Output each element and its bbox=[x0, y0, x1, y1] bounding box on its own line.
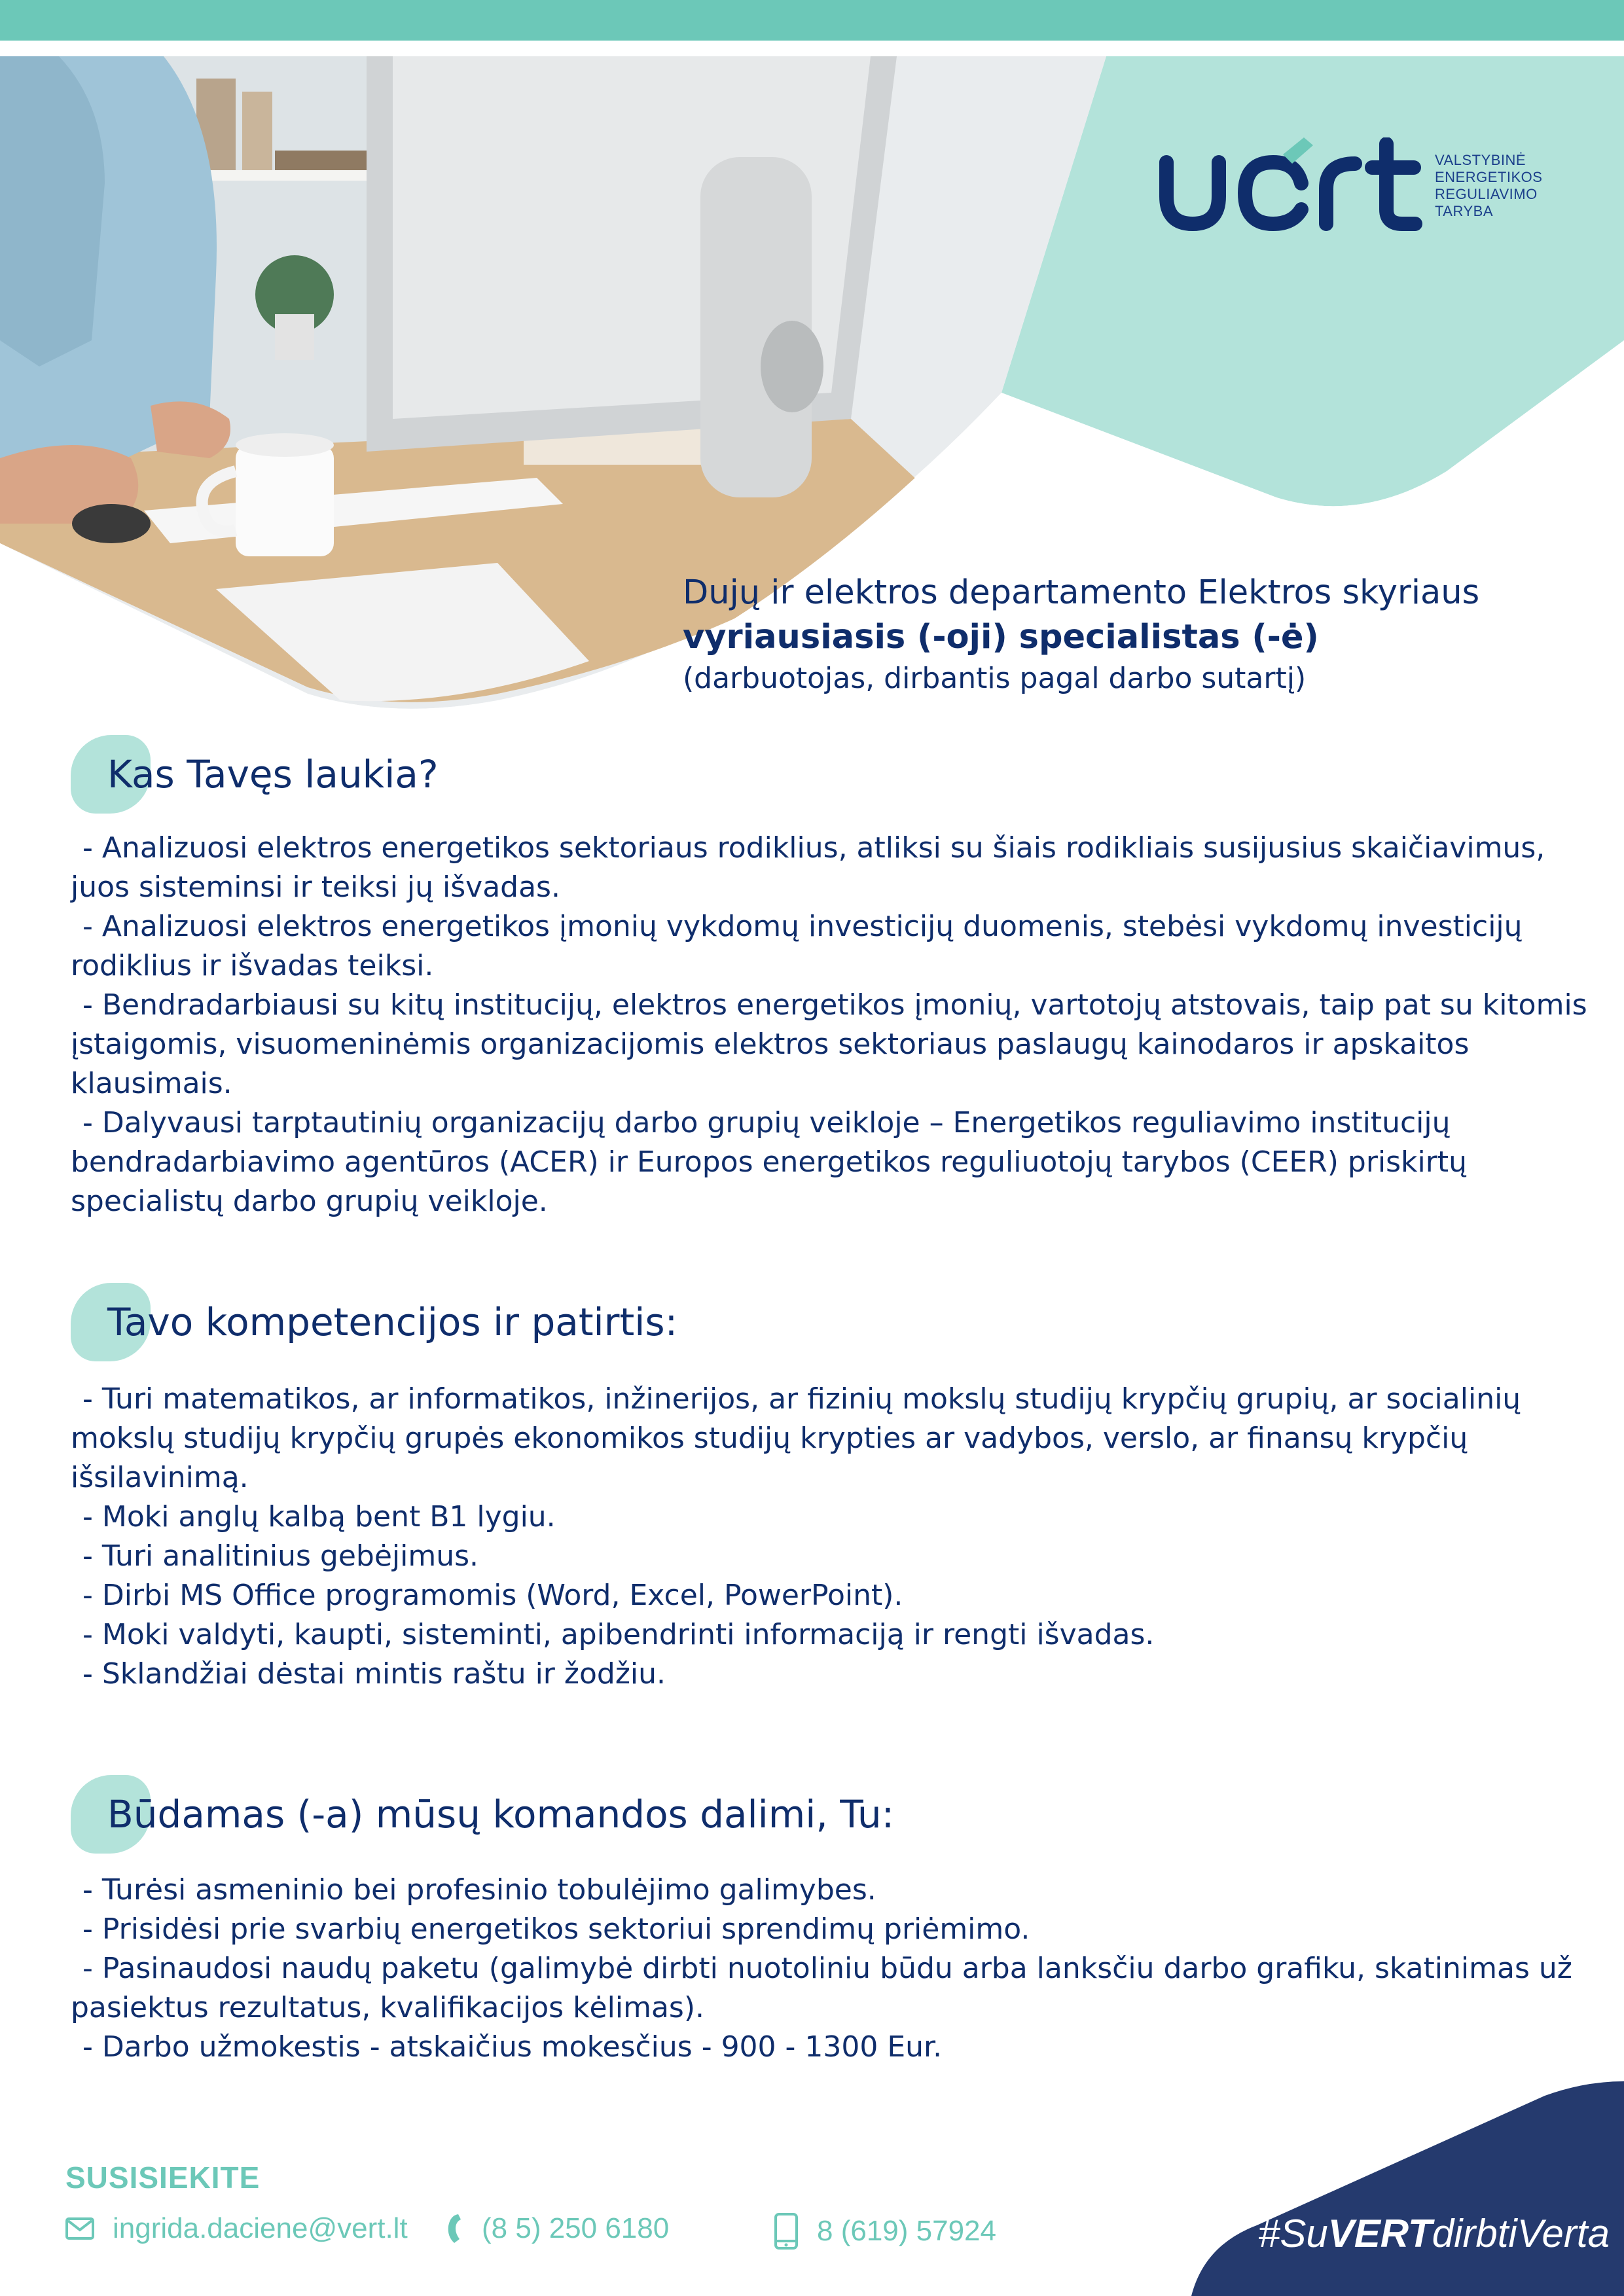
hashtag-prefix: #Su bbox=[1258, 2212, 1328, 2255]
list-item: - Analizuosi elektros energetikos įmonių vykdomų investicijų duomenis, stebėsi vykdomų investicijų rodiklius ir išvadas teiksi. bbox=[71, 910, 1523, 982]
list-item: - Bendradarbiausi su kitų institucijų, elektros energetikos įmonių, vartotojų atstovais, taip pat su kitomis įstaigomis, visuomeninėmis organizacijomis elektros sektoriaus paslaugų kainodaros ir apskaitos klausimais. bbox=[71, 988, 1587, 1100]
job-title bbox=[683, 571, 1599, 698]
mobile-text: 8 (619) 57924 bbox=[817, 2215, 996, 2247]
list-item: - Dalyvausi tarptautinių organizacijų darbo grupių veikloje – Energetikos reguliavimo institucijų bendradarbiavimo agentūros (ACER) ir Europos energetikos reguliuotojų tarybos (CEER) priskirtų specialistų darbo grupių veikloje. bbox=[71, 1106, 1467, 1218]
list-item: - Moki anglų kalbą bent B1 lygiu. bbox=[82, 1500, 556, 1534]
logo-subtitle-line: TARYBA bbox=[1435, 203, 1493, 219]
phone-text: (8 5) 250 6180 bbox=[482, 2212, 670, 2244]
section-heading-competencies bbox=[71, 1283, 987, 1361]
contact-row bbox=[65, 2207, 1113, 2259]
list-item: - Analizuosi elektros energetikos sektoriaus rodiklius, atliksi su šiais rodikliais susijusius skaičiavimus, juos sisteminsi ir teiksi jų išvadas. bbox=[71, 831, 1545, 904]
job-department: Dujų ir elektros departamento Elektros skyriaus bbox=[683, 573, 1480, 612]
footer-shape bbox=[1178, 2081, 1624, 2296]
logo-subtitle-line: VALSTYBINĖ bbox=[1435, 152, 1526, 168]
mobile-link[interactable] bbox=[774, 2212, 996, 2250]
list-item: - Turėsi asmeninio bei profesinio tobulėjimo galimybes. bbox=[82, 1873, 876, 1907]
logo-subtitle bbox=[1435, 152, 1542, 220]
envelope-icon bbox=[65, 2217, 94, 2240]
section-heading-benefits bbox=[71, 1775, 1118, 1854]
job-contract-type: (darbuotojas, dirbantis pagal darbo sutartį) bbox=[683, 662, 1307, 695]
list-item: - Pasinaudosi naudų paketu (galimybė dirbti nuotoliniu būdu arba lanksčiu darbo grafiku, skatinimas už pasiektus rezultatus, kvalifikacijos kėlimas). bbox=[71, 1952, 1572, 2024]
list-item: - Prisidėsi prie svarbių energetikos sektoriui sprendimų priėmimo. bbox=[82, 1912, 1030, 1946]
phone-link[interactable] bbox=[445, 2212, 669, 2245]
phone-icon bbox=[445, 2213, 463, 2244]
section-heading-expectations bbox=[71, 735, 856, 814]
list-item: - Turi analitinius gebėjimus. bbox=[82, 1539, 478, 1573]
section-title: Tavo kompetencijos ir patirtis: bbox=[107, 1300, 678, 1344]
job-position: vyriausiasis (-oji) specialistas (-ė) bbox=[683, 618, 1319, 656]
list-item: - Sklandžiai dėstai mintis raštu ir žodžiu. bbox=[82, 1657, 666, 1691]
section-title: Būdamas (-a) mūsų komandos dalimi, Tu: bbox=[107, 1792, 895, 1837]
section-title: Kas Tavęs laukia? bbox=[107, 752, 439, 797]
list-item: - Dirbi MS Office programomis (Word, Excel, PowerPoint). bbox=[82, 1579, 903, 1612]
list-item: - Turi matematikos, ar informatikos, inžinerijos, ar fizinių mokslų studijų krypčių grupių, ar socialinių mokslų studijų krypčių grupės ekonomikos studijų krypties ar vadybos, verslo, ar finansų krypčių išsilavinimą. bbox=[71, 1382, 1521, 1494]
contact-label: SUSISIEKITE bbox=[65, 2161, 261, 2195]
logo-subtitle-line: ENERGETIKOS bbox=[1435, 169, 1543, 185]
expectations-list bbox=[71, 829, 1589, 1221]
hashtag bbox=[1258, 2211, 1610, 2256]
email-text: ingrida.daciene@vert.lt bbox=[113, 2212, 408, 2244]
logo-subtitle-line: REGULIAVIMO bbox=[1435, 186, 1538, 202]
hashtag-suffix: dirbtiVerta bbox=[1432, 2212, 1610, 2255]
list-item: - Darbo užmokestis - atskaičius mokesčius - 900 - 1300 Eur. bbox=[82, 2030, 943, 2064]
email-link[interactable] bbox=[65, 2212, 408, 2245]
competencies-list bbox=[71, 1380, 1589, 1694]
hashtag-bold: VERT bbox=[1327, 2212, 1432, 2255]
list-item: - Moki valdyti, kaupti, sisteminti, apibendrinti informaciją ir rengti išvadas. bbox=[82, 1618, 1155, 1651]
benefits-list bbox=[71, 1871, 1589, 2067]
mobile-phone-icon bbox=[774, 2212, 799, 2250]
